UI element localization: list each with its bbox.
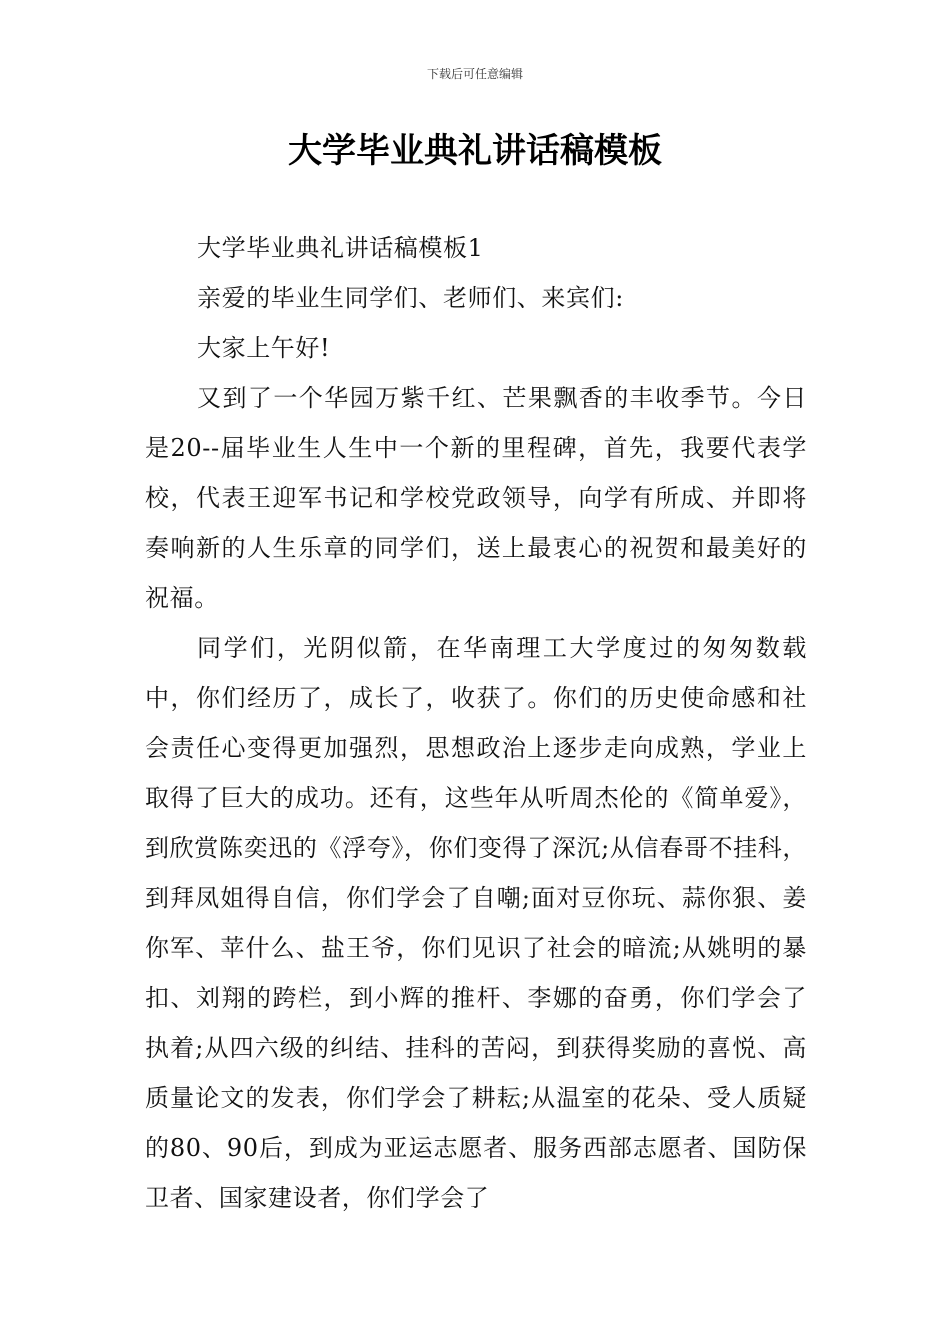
paragraph-greeting: 大家上午好! xyxy=(197,334,331,362)
paragraph-body-2: 同学们，光阴似箭，在华南理工大学度过的匆匆数载中，你们经历了，成长了，收获了。你们的历史使命感和社会责任心变得更加强烈，思想政治上逐步走向成熟，学业上取得了巨大的成功。还有，这些年从听周杰伦的《简单爱》，到欣赏陈奕迅的《浮夸》，你们变得了深沉;从信春哥不挂科，到拜凤姐得自信，你们学会了自嘲;面对豆你玩、蒜你狠、姜你军、苹什么、盐王爷，你们见识了社会的暗流;从姚明的暴扣、刘翔的跨栏，到小辉的推杆、李娜的奋勇，你们学会了执着;从四六级的纠结、挂科的苦闷，到获得奖励的喜悦、高质量论文的发表，你们学会了耕耘;从温室的花朵、受人质疑的80、90后，到成为亚运志愿者、服务西部志愿者、国防保卫者、国家建设者，你们学会了 xyxy=(145,634,807,1212)
paragraph-section-heading: 大学毕业典礼讲话稿模板1 xyxy=(197,234,484,262)
document-title: 大学毕业典礼讲话稿模板 xyxy=(288,131,662,171)
document-body xyxy=(145,223,807,1223)
paragraph-body-1: 又到了一个华园万紫千红、芒果飘香的丰收季节。今日是20--届毕业生人生中一个新的里程碑，首先，我要代表学校，代表王迎军书记和学校党政领导，向学有所成、并即将奏响新的人生乐章的同学们，送上最衷心的祝贺和最美好的祝福。 xyxy=(145,384,807,612)
header-note: 下载后可任意编辑 xyxy=(426,67,523,81)
paragraph-salutation: 亲爱的毕业生同学们、老师们、来宾们: xyxy=(197,284,624,312)
